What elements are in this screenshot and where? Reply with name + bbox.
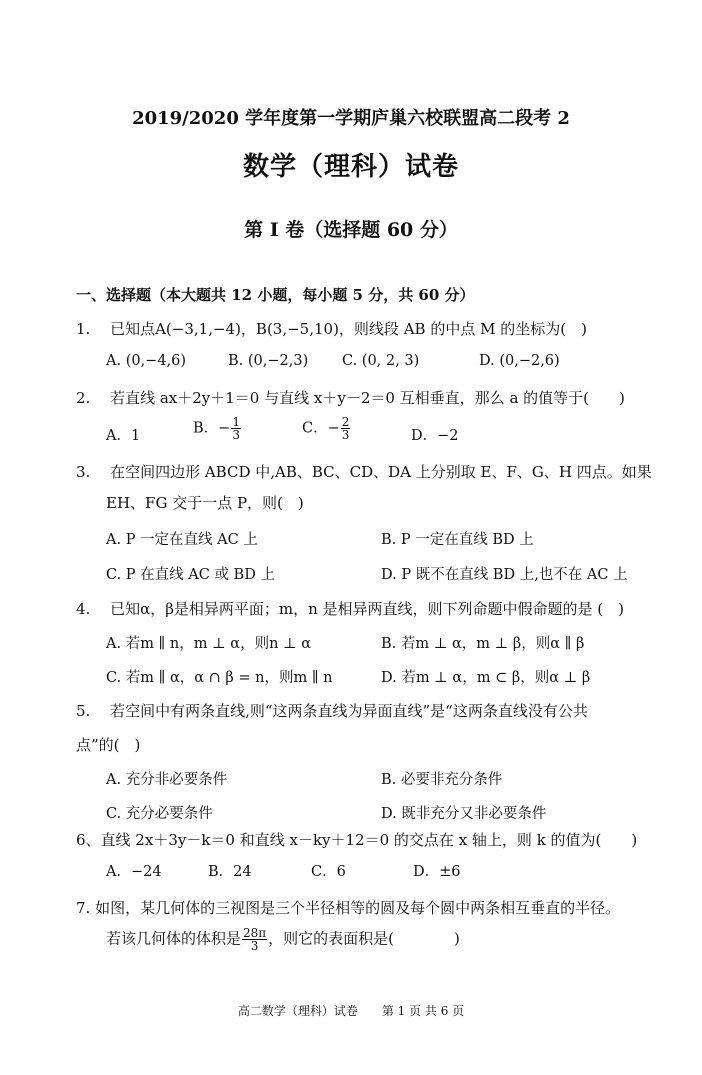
page-footer: 高二数学（理科）试卷 第 1 页 共 6 页 [237, 1004, 465, 1018]
q5-option-d: D. 既非充分又非必要条件 [381, 806, 547, 822]
q7-prefix: 若该几何体的体积是 [106, 929, 242, 948]
q1-option-c: C. (0, 2, 3) [342, 353, 420, 369]
q1-option-b: B. (0,−2,3) [228, 353, 309, 369]
q6-option-b: B．24 [208, 864, 252, 880]
q7-volume-fraction [242, 927, 267, 952]
q3-option-d: D. P 既不在直线 BD 上,也不在 AC 上 [381, 567, 628, 583]
q2-option-d: D．−2 [411, 428, 459, 444]
q2-option-b-label: B．− [193, 420, 231, 437]
question-7-line-2 [106, 927, 460, 952]
question-5-line-2: 点”的( ) [76, 736, 141, 754]
fraction-denominator: 3 [232, 428, 240, 442]
q3-option-c: C. P 在直线 AC 或 BD 上 [106, 567, 275, 583]
q5-option-b: B. 必要非充分条件 [381, 772, 503, 788]
question-7-line-1: 7. 如图，某几何体的三视图是三个半径相等的圆及每个圆中两条相互垂直的半径。 [76, 899, 621, 917]
q5-option-a: A. 充分非必要条件 [106, 772, 228, 788]
q3-option-b: B. P 一定在直线 BD 上 [381, 532, 534, 548]
question-4: 4. 已知α，β是相异两平面；m，n 是相异两直线，则下列命题中假命题的是 ( ) [76, 600, 625, 618]
q2-option-b [193, 416, 242, 441]
question-5-line-1: 5. 若空间中有两条直线,则“这两条直线为异面直线”是“这两条直线没有公共 [76, 702, 588, 720]
q2-option-c [302, 416, 351, 441]
question-6: 6、直线 2x＋3y－k＝0 和直线 x－ky＋12＝0 的交点在 x 轴上，则 k 的值为( ) [76, 831, 638, 849]
question-1: 1. 已知点A(−3,1,−4)，B(3,−5,10)，则线段 AB 的中点 M 的坐标为( ) [76, 320, 587, 338]
q4-option-b: B. 若m ⊥ α，m ⊥ β，则α ∥ β [381, 636, 585, 652]
q5-option-c: C. 充分必要条件 [106, 806, 213, 822]
fraction-denominator: 3 [242, 939, 267, 952]
q1-option-a: A. (0,−4,6) [106, 353, 187, 369]
question-3-line-1: 3. 在空间四边形 ABCD 中,AB、BC、CD、DA 上分别取 E、F、G、H 四点。如果 [76, 463, 652, 481]
q4-option-a: A. 若m ∥ n，m ⊥ α，则n ⊥ α [106, 636, 312, 652]
fraction-numerator: 28π [243, 926, 267, 940]
q7-suffix: ，则它的表面积是( ) [268, 929, 460, 948]
exam-subject: 数学（理科）试卷 [242, 152, 459, 182]
q2-option-c-label: C．− [302, 420, 340, 437]
q6-option-c: C．6 [311, 864, 346, 880]
q1-option-d: D. (0,−2,6) [479, 353, 560, 369]
fraction-denominator: 3 [341, 428, 350, 442]
section-heading: 一、选择题（本大题共 12 小题，每小题 5 分，共 60 分） [76, 286, 475, 304]
exam-title: 2019/2020 学年度第一学期庐巢六校联盟高二段考 2 [132, 108, 570, 129]
q2-option-c-fraction [341, 416, 351, 441]
exam-part: 第 I 卷（选择题 60 分） [244, 219, 458, 241]
q2-option-b-fraction [231, 416, 241, 441]
question-2: 2. 若直线 ax＋2y＋1＝0 与直线 x＋y－2＝0 互相垂直，那么 a 的值等于( ) [76, 389, 625, 407]
q4-option-d: D. 若m ⊥ α，m ⊂ β，则α ⊥ β [381, 670, 591, 686]
q6-option-a: A．−24 [106, 864, 162, 880]
q2-option-a: A．1 [106, 428, 141, 444]
question-3-line-2: EH、FG 交于一点 P，则( ) [106, 494, 304, 512]
q3-option-a: A. P 一定在直线 AC 上 [106, 532, 258, 548]
fraction-numerator: 2 [341, 415, 350, 429]
q4-option-c: C. 若m ∥ α，α ∩ β = n，则m ∥ n [106, 670, 333, 686]
q6-option-d: D．±6 [413, 864, 461, 880]
fraction-numerator: 1 [232, 415, 240, 429]
